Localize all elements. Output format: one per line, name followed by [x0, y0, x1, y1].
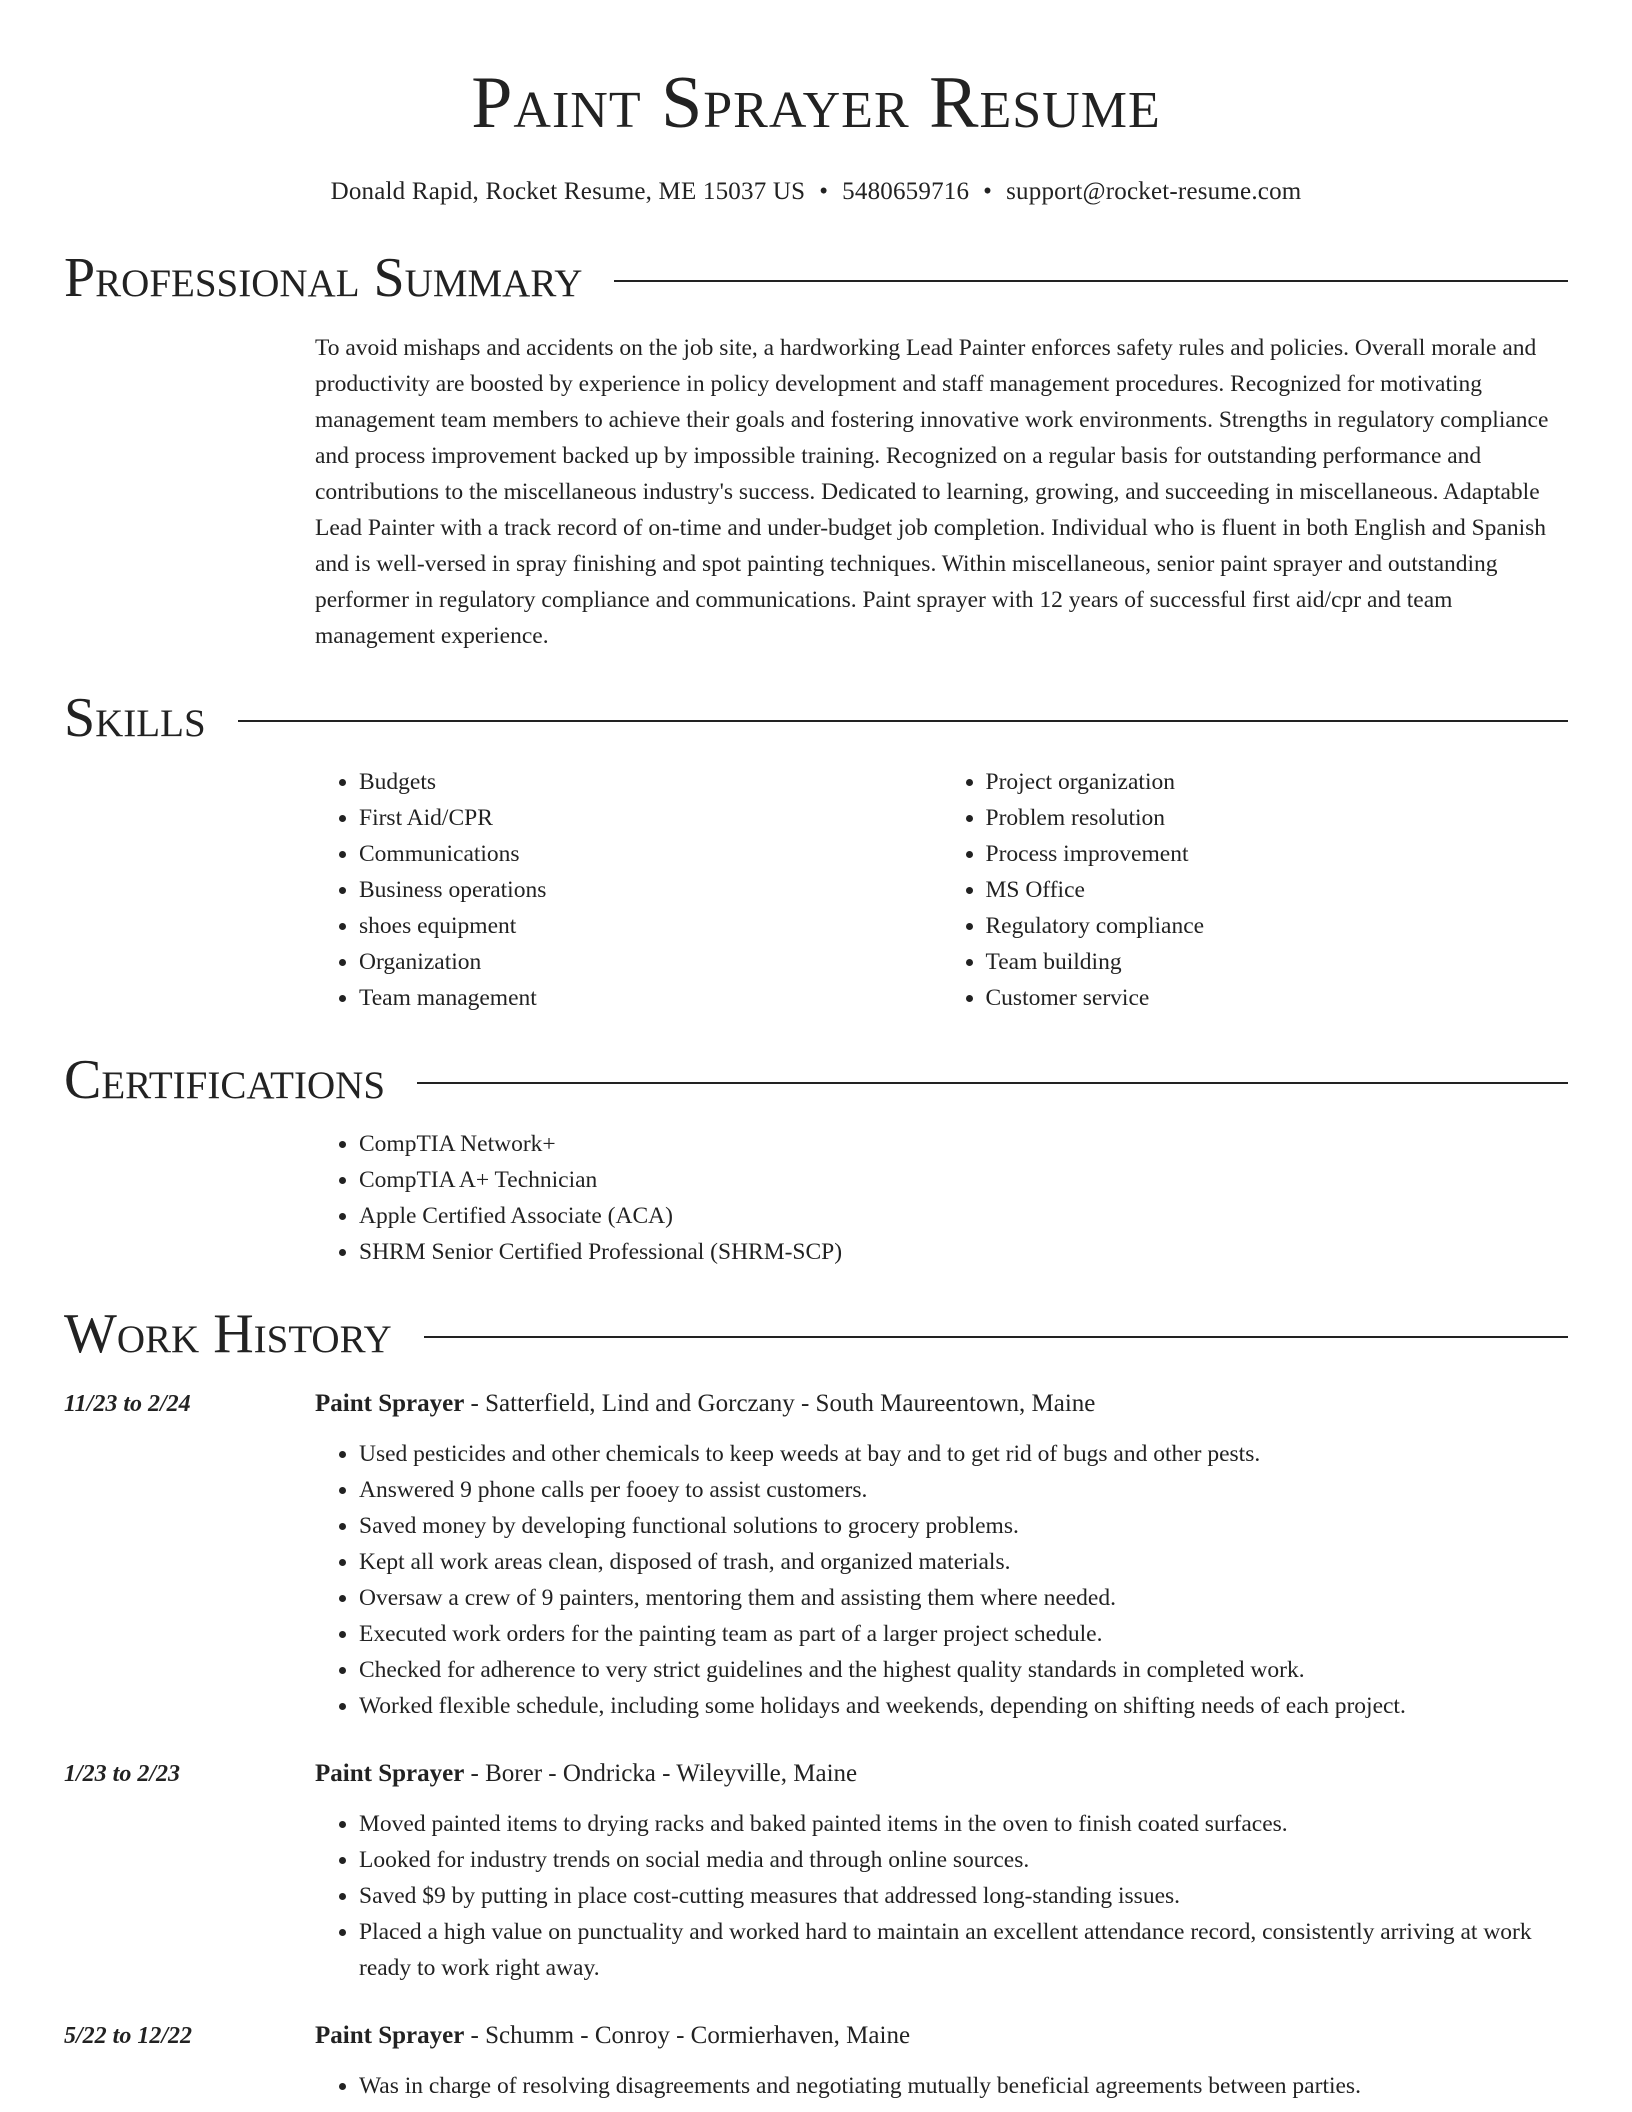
job-bullet: • Moved painted items to drying racks and baked painted items in the oven to finish coated surfaces. — [359, 1806, 1568, 1842]
section-heading-text: Certifications — [64, 1049, 386, 1111]
skill-item: • First Aid/CPR — [359, 800, 942, 836]
job-heading — [315, 2018, 1568, 2054]
skill-item: • shoes equipment — [359, 908, 942, 944]
section-heading-text: Skills — [64, 687, 206, 749]
skill-item: • Business operations — [359, 872, 942, 908]
job-bullet: • Executed work orders for the painting team as part of a larger project schedule. — [359, 1616, 1568, 1652]
skill-item: • Regulatory compliance — [986, 908, 1569, 944]
job-title: Paint Sprayer — [315, 1760, 465, 1787]
job-bullet: • Kept all work areas clean, disposed of trash, and organized materials. — [359, 1544, 1568, 1580]
job-date: 1/23 to 2/23 — [64, 1761, 181, 1787]
skill-item: • Process improvement — [986, 836, 1569, 872]
job-bullet: • Checked for adherence to very strict guidelines and the highest quality standards in completed work. — [359, 1652, 1568, 1688]
job-bullet: • Looked for industry trends on social media and through online sources. — [359, 1842, 1568, 1878]
section-heading-skills — [64, 687, 1568, 749]
skill-item: • Organization — [359, 944, 942, 980]
contact-separator: • — [819, 178, 829, 205]
job-bullet: • Answered 9 phone calls per fooey to assist customers. — [359, 1472, 1568, 1508]
job-bullets — [315, 1806, 1568, 1986]
skills-column-right — [942, 764, 1569, 1016]
job-bullets — [315, 1436, 1568, 1724]
job-bullets — [315, 2068, 1568, 2104]
contact-phone: 5480659716 — [842, 178, 970, 205]
job-date: 5/22 to 12/22 — [64, 2023, 193, 2049]
section-divider — [424, 1336, 1568, 1338]
skill-item: • MS Office — [986, 872, 1569, 908]
job-employer: - Satterfield, Lind and Gorczany - South Maureentown, Maine — [464, 1390, 1096, 1417]
job-bullet: • Saved $9 by putting in place cost-cutting measures that addressed long-standing issues. — [359, 1878, 1568, 1914]
contact-line — [64, 178, 1568, 206]
contact-separator: • — [983, 178, 993, 205]
section-divider — [417, 1082, 1568, 1084]
job-body — [315, 2018, 1568, 2104]
section-heading-work-history — [64, 1303, 1568, 1365]
certification-item: • CompTIA Network+ — [359, 1126, 1568, 1162]
job-employer: - Schumm - Conroy - Cormierhaven, Maine — [464, 2022, 911, 2049]
skill-item: • Project organization — [986, 764, 1569, 800]
section-divider — [614, 280, 1568, 282]
job-bullet: • Placed a high value on punctuality and worked hard to maintain an excellent attendance record, consistently arriving at work ready to work right away. — [359, 1914, 1568, 1986]
section-divider — [238, 720, 1568, 722]
job-date: 11/23 to 2/24 — [64, 1391, 191, 1417]
job-title: Paint Sprayer — [315, 2022, 465, 2049]
job-bullet: • Worked flexible schedule, including some holidays and weekends, depending on shifting needs of each project. — [359, 1688, 1568, 1724]
skill-item: • Customer service — [986, 980, 1569, 1016]
job-entry — [64, 1386, 1568, 1724]
job-bullet: • Used pesticides and other chemicals to keep weeds at bay and to get rid of bugs and other pests. — [359, 1436, 1568, 1472]
job-title: Paint Sprayer — [315, 1390, 465, 1417]
job-body — [315, 1386, 1568, 1724]
contact-address: Donald Rapid, Rocket Resume, ME 15037 US — [330, 178, 806, 205]
job-employer: - Borer - Ondricka - Wileyville, Maine — [464, 1760, 858, 1787]
skill-item: • Problem resolution — [986, 800, 1569, 836]
skill-item: • Communications — [359, 836, 942, 872]
skills-column-left — [315, 764, 942, 1016]
section-heading-text: Work History — [64, 1303, 392, 1365]
job-entry — [64, 1756, 1568, 1986]
certifications-list — [315, 1126, 1568, 1270]
job-bullet: • Was in charge of resolving disagreements and negotiating mutually beneficial agreements between parties. — [359, 2068, 1568, 2104]
skills-list — [315, 764, 1568, 1016]
skill-item: • Budgets — [359, 764, 942, 800]
job-bullet: • Oversaw a crew of 9 painters, mentoring them and assisting them where needed. — [359, 1580, 1568, 1616]
certification-item: • SHRM Senior Certified Professional (SHRM-SCP) — [359, 1234, 1568, 1270]
section-heading-certifications — [64, 1049, 1568, 1111]
skill-item: • Team building — [986, 944, 1569, 980]
section-heading-text: Professional Summary — [64, 247, 583, 309]
job-entry — [64, 2018, 1568, 2104]
section-heading-summary — [64, 247, 1568, 309]
job-bullet: • Saved money by developing functional solutions to grocery problems. — [359, 1508, 1568, 1544]
contact-email: support@rocket-resume.com — [1006, 178, 1302, 205]
certifications-bullets — [315, 1126, 1568, 1270]
job-heading — [315, 1386, 1568, 1422]
summary-text: To avoid mishaps and accidents on the job site, a hardworking Lead Painter enforces safety rules and policies. Overall morale and productivity are boosted by experience in policy development and staff management procedures. Recognized for motivating management team members to achieve their goals and fostering innovative work environments. Strengths in regulatory compliance and process improvement backed up by impossible training. Recognized on a regular basis for outstanding performance and contributions to the miscellaneous industry's success. Dedicated to learning, growing, and succeeding in miscellaneous. Adaptable Lead Painter with a track record of on-time and under-budget job completion. Individual who is fluent in both English and Spanish and is well-versed in spray finishing and spot painting techniques. Within miscellaneous, senior paint sprayer and outstanding performer in regulatory compliance and communications. Paint sprayer with 12 years of successful first aid/cpr and team management experience. — [315, 335, 1549, 649]
skill-item: • Team management — [359, 980, 942, 1016]
job-heading — [315, 1756, 1568, 1792]
job-body — [315, 1756, 1568, 1986]
certification-item: • Apple Certified Associate (ACA) — [359, 1198, 1568, 1234]
certification-item: • CompTIA A+ Technician — [359, 1162, 1568, 1198]
page-title: Paint Sprayer Resume — [471, 62, 1161, 144]
